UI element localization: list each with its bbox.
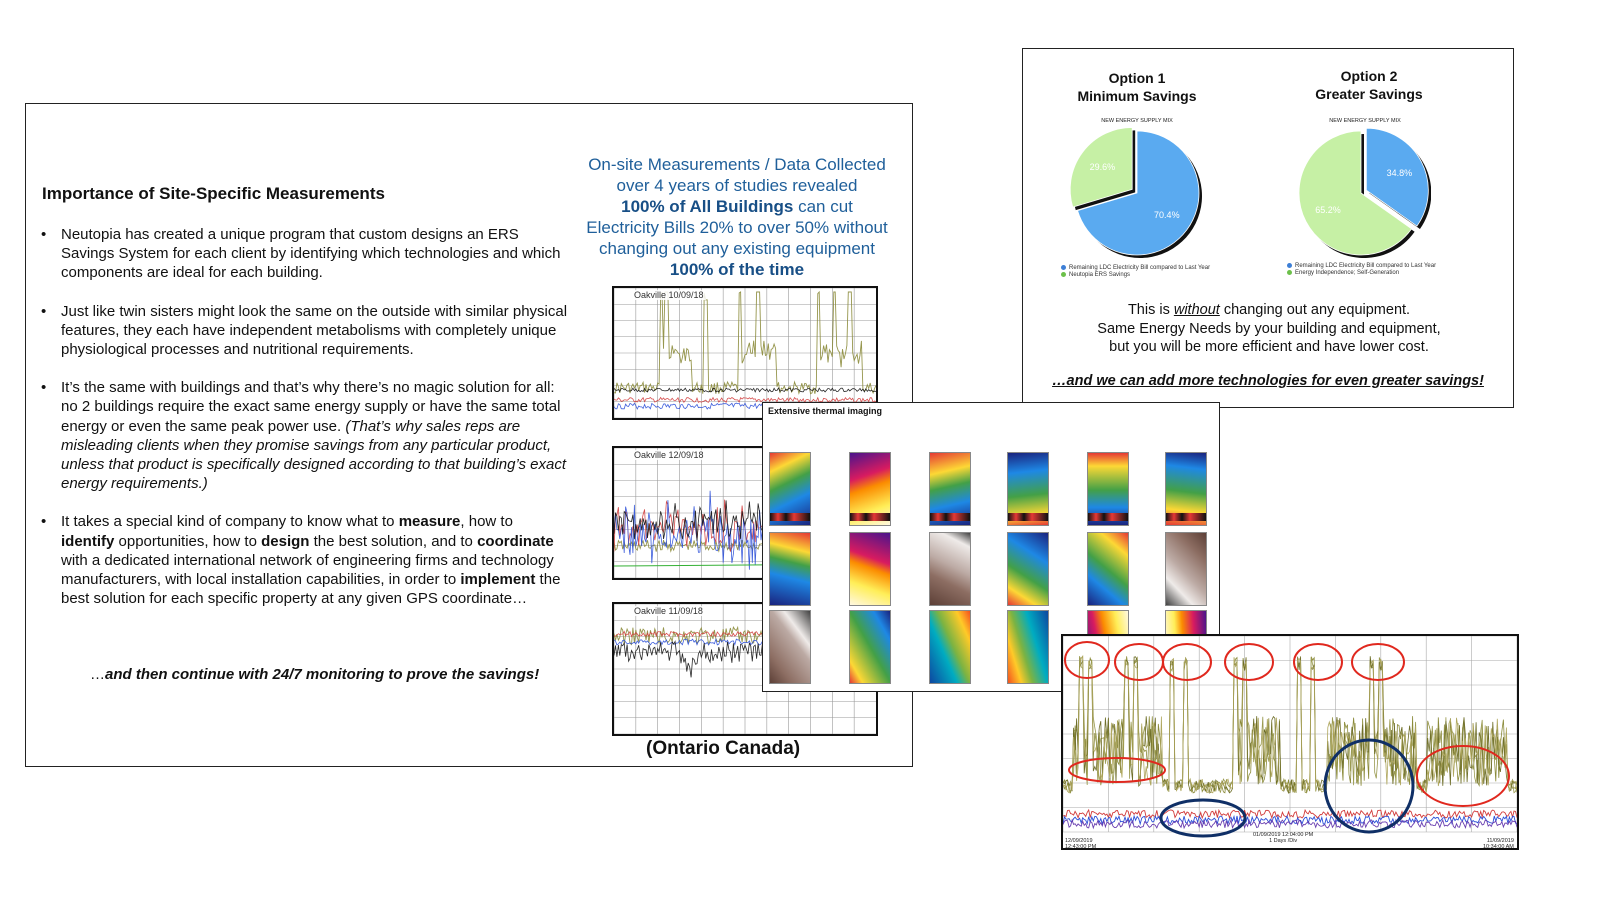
- thermal-image: [929, 452, 971, 526]
- legend-item: Neutopia ERS Savings: [1061, 272, 1210, 279]
- thermal-scale-bar: [770, 513, 810, 521]
- legend-item: Remaining LDC Electricity Bill compared to Last Year: [1061, 265, 1210, 272]
- thermal-image: [849, 452, 891, 526]
- chart-label: Oakville 11/09/18: [634, 606, 703, 616]
- option1-legend: [1061, 265, 1210, 279]
- highlight-circle: [1065, 642, 1109, 678]
- thermal-image: [1087, 532, 1129, 606]
- legend-dot-icon: [1061, 272, 1066, 277]
- option2-pie-chart: [1291, 125, 1431, 265]
- thermal-image: [849, 532, 891, 606]
- thermal-image: [1007, 452, 1049, 526]
- peak-demand-chart: [1061, 634, 1519, 850]
- thermal-image: [1007, 610, 1049, 684]
- thermal-image: [929, 610, 971, 684]
- axis-start-label: 12/09/2019 12:43:00 PM: [1065, 838, 1097, 850]
- pie-slice-label: 34.8%: [1386, 168, 1413, 179]
- thermal-image: [769, 452, 811, 526]
- claim-text: On-site Measurements / Data Collected over 4 years of studies revealed 100% of All Buildings can cut Electricity Bills 20% to over 50% without changing out any existing equipment 100% of the time: [586, 155, 888, 279]
- power-trace-chart: [612, 286, 878, 420]
- peak-plot: [1063, 636, 1517, 848]
- thermal-scale-bar: [930, 513, 970, 521]
- options-slide: [1022, 48, 1514, 408]
- option1-pie-chart: [1067, 125, 1207, 265]
- highlight-circle: [1294, 644, 1342, 680]
- highlight-circle: [1225, 644, 1273, 680]
- axis-end-label: 11/09/2019 10:34:00 AM: [1483, 838, 1514, 850]
- option2-legend: [1287, 263, 1436, 277]
- thermal-image: [1007, 532, 1049, 606]
- thermal-image: [1087, 452, 1129, 526]
- option2-title: Option 2 Greater Savings: [1315, 68, 1423, 102]
- thermal-scale-bar: [1166, 513, 1206, 521]
- pie-slice-label: 70.4%: [1154, 210, 1180, 221]
- thermal-image: [769, 610, 811, 684]
- legend-dot-icon: [1287, 270, 1292, 275]
- thermal-image: [1165, 532, 1207, 606]
- bullet-list: [38, 225, 568, 627]
- slide-title: Importance of Site-Specific Measurements: [42, 184, 385, 203]
- thermal-image: [1165, 452, 1207, 526]
- pie-slice-label: 29.6%: [1089, 162, 1116, 173]
- chart-label: Oakville 10/09/18: [634, 290, 704, 300]
- bullet-item: • It’s the same with buildings and that’s why there’s no magic solution for all: no 2 buildings require the exact same energy supply or have the same total energy or even the same peak power use. (That’s why sales reps are misleading clients when they promise savings from any particular product, unless that product is specifically designed according to that building’s exact energy requirements.): [38, 378, 568, 493]
- thermal-scale-bar: [850, 513, 890, 521]
- thermal-image: [849, 610, 891, 684]
- legend-dot-icon: [1061, 265, 1066, 270]
- trace-plot: [614, 288, 876, 418]
- thermal-scale-bar: [1008, 513, 1048, 521]
- option1-title: Option 1 Minimum Savings: [1077, 70, 1197, 104]
- axis-center-label: 01/09/2019 12:04:00 PM 1 Days /Div: [1253, 832, 1314, 844]
- bullet-item: • Just like twin sisters might look the same on the outside with similar physical features, they each have independent metabolisms with completely unique physiological processes and nutritional requirements.: [38, 302, 568, 360]
- mix-label: NEW ENERGY SUPPLY MIX: [1329, 118, 1401, 124]
- closing-line: …and then continue with 24/7 monitoring to prove the savings!: [90, 666, 540, 683]
- legend-item: Remaining LDC Electricity Bill compared to Last Year: [1287, 263, 1436, 270]
- thermal-image: [929, 532, 971, 606]
- thermal-image: [769, 532, 811, 606]
- options-closing: …and we can add more technologies for even greater savings!: [1052, 373, 1484, 389]
- location-caption: (Ontario Canada): [646, 738, 801, 759]
- bullet-item: • It takes a special kind of company to know what to measure, how to identify opportunities, how to design the best solution, and to coordinate with a dedicated international network of engineering firms and technology manufacturers, with local installation capabilities, in order to implement the best solution for each specific property at any given GPS coordinate…: [38, 512, 568, 608]
- legend-dot-icon: [1287, 263, 1292, 268]
- chart-label: Oakville 12/09/18: [634, 450, 704, 460]
- thermal-title: Extensive thermal imaging: [768, 406, 883, 416]
- thermal-scale-bar: [1088, 513, 1128, 521]
- bullet-item: • Neutopia has created a unique program that custom designs an ERS Savings System for each client by identifying which technologies and which components are ideal for each building.: [38, 225, 568, 283]
- highlight-circle: [1352, 644, 1404, 680]
- legend-item: Energy Independence; Self-Generation: [1287, 270, 1436, 277]
- pie-slice-label: 65.2%: [1315, 205, 1341, 216]
- options-note: This is without changing out any equipment. Same Energy Needs by your building and equipment, but you will be more efficient and have lower cost.: [1097, 302, 1441, 355]
- mix-label: NEW ENERGY SUPPLY MIX: [1101, 118, 1173, 124]
- highlight-circle: [1115, 644, 1163, 680]
- highlight-circle: [1161, 800, 1245, 836]
